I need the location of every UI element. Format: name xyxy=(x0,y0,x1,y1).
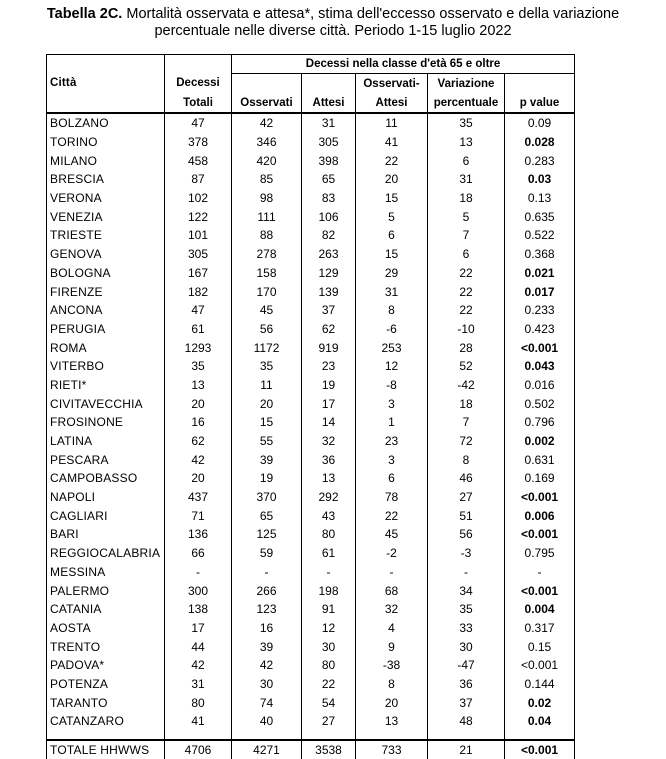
cell-variation: 18 xyxy=(428,189,505,208)
cell-expected: 37 xyxy=(302,301,356,320)
table-row xyxy=(47,619,575,638)
cell-diff: 68 xyxy=(356,581,428,600)
table-row xyxy=(47,525,575,544)
cell-city: VENEZIA xyxy=(47,207,165,226)
cell-diff: 78 xyxy=(356,488,428,507)
cell-city: CATANIA xyxy=(47,600,165,619)
header-deaths-1: Decessi xyxy=(165,74,232,94)
cell-pvalue: 0.03 xyxy=(505,170,575,189)
cell-expected: 305 xyxy=(302,133,356,152)
table-row xyxy=(47,264,575,283)
header-obsexp-2: Attesi xyxy=(356,93,428,113)
cell-variation: 72 xyxy=(428,432,505,451)
cell-observed: 19 xyxy=(232,469,302,488)
cell-city: NAPOLI xyxy=(47,488,165,507)
cell-variation: 52 xyxy=(428,357,505,376)
cell-diff: 23 xyxy=(356,432,428,451)
cell-expected: 292 xyxy=(302,488,356,507)
cell-diff: 32 xyxy=(356,600,428,619)
cell-variation: 34 xyxy=(428,581,505,600)
table-row xyxy=(47,226,575,245)
cell-total: 61 xyxy=(165,320,232,339)
cell-city: GENOVA xyxy=(47,245,165,264)
cell-city: AOSTA xyxy=(47,619,165,638)
cell-observed: 39 xyxy=(232,450,302,469)
cell-city: FROSINONE xyxy=(47,413,165,432)
cell-expected: 27 xyxy=(302,712,356,731)
cell-pvalue: 0.233 xyxy=(505,301,575,320)
cell-pvalue: 0.522 xyxy=(505,226,575,245)
cell-variation: 8 xyxy=(428,450,505,469)
cell-total: 41 xyxy=(165,712,232,731)
cell-diff: 4 xyxy=(356,619,428,638)
header-variation-1: Variazione xyxy=(428,74,505,94)
table-row xyxy=(47,189,575,208)
cell-observed: 420 xyxy=(232,151,302,170)
table-row xyxy=(47,675,575,694)
cell-diff: - xyxy=(356,563,428,582)
cell-city: CAMPOBASSO xyxy=(47,469,165,488)
cell-observed: 123 xyxy=(232,600,302,619)
cell-variation: 22 xyxy=(428,264,505,283)
table-row xyxy=(47,432,575,451)
cell-total: 66 xyxy=(165,544,232,563)
cell-total: 42 xyxy=(165,656,232,675)
table-footer xyxy=(47,731,575,759)
caption-text-1: Mortalità osservata e attesa*, stima dell'eccesso osservato e della variazione xyxy=(126,6,620,22)
cell-diff: 8 xyxy=(356,301,428,320)
cell-observed: 16 xyxy=(232,619,302,638)
cell-total: 44 xyxy=(165,637,232,656)
header-expected: Attesi xyxy=(302,93,356,113)
cell-total: 437 xyxy=(165,488,232,507)
cell-expected: 30 xyxy=(302,637,356,656)
table-row xyxy=(47,133,575,152)
cell-expected: 80 xyxy=(302,525,356,544)
cell-variation: 18 xyxy=(428,394,505,413)
cell-total: 80 xyxy=(165,693,232,712)
cell-total: 71 xyxy=(165,506,232,525)
table-row xyxy=(47,581,575,600)
table-row xyxy=(47,544,575,563)
table-body xyxy=(47,113,575,731)
cell-expected: 83 xyxy=(302,189,356,208)
cell-total: 458 xyxy=(165,151,232,170)
cell-diff: 20 xyxy=(356,693,428,712)
cell-total: 42 xyxy=(165,450,232,469)
table-row xyxy=(47,712,575,731)
cell-expected: 23 xyxy=(302,357,356,376)
cell-total: 122 xyxy=(165,207,232,226)
cell-city: RIETI* xyxy=(47,376,165,395)
cell-expected: 263 xyxy=(302,245,356,264)
cell-variation: -10 xyxy=(428,320,505,339)
cell-observed: 42 xyxy=(232,656,302,675)
cell-observed: 39 xyxy=(232,637,302,656)
cell-diff: 5 xyxy=(356,207,428,226)
cell-pvalue: <0.001 xyxy=(505,488,575,507)
cell-expected: 65 xyxy=(302,170,356,189)
cell-total: 31 xyxy=(165,675,232,694)
cell-observed: 370 xyxy=(232,488,302,507)
table-row xyxy=(47,113,575,133)
cell-expected: 919 xyxy=(302,338,356,357)
cell-variation: 22 xyxy=(428,301,505,320)
total-deaths: 4706 xyxy=(165,740,232,759)
cell-city: POTENZA xyxy=(47,675,165,694)
cell-city: MILANO xyxy=(47,151,165,170)
cell-city: LATINA xyxy=(47,432,165,451)
total-variation: 21 xyxy=(428,740,505,759)
cell-variation: 35 xyxy=(428,600,505,619)
cell-pvalue: 0.016 xyxy=(505,376,575,395)
cell-expected: 80 xyxy=(302,656,356,675)
cell-pvalue: 0.317 xyxy=(505,619,575,638)
header-deaths-2: Totali xyxy=(165,93,232,113)
cell-city: BOLZANO xyxy=(47,113,165,133)
cell-pvalue: 0.144 xyxy=(505,675,575,694)
cell-observed: 88 xyxy=(232,226,302,245)
cell-city: REGGIOCALABRIA xyxy=(47,544,165,563)
header-city xyxy=(47,55,165,74)
cell-diff: 22 xyxy=(356,151,428,170)
cell-total: 62 xyxy=(165,432,232,451)
cell-variation: -42 xyxy=(428,376,505,395)
cell-observed: 346 xyxy=(232,133,302,152)
cell-expected: 12 xyxy=(302,619,356,638)
table-caption xyxy=(0,6,666,40)
cell-total: 182 xyxy=(165,282,232,301)
cell-observed: 278 xyxy=(232,245,302,264)
header-variation-2: percentuale xyxy=(428,93,505,113)
cell-city: TRENTO xyxy=(47,637,165,656)
cell-city: PESCARA xyxy=(47,450,165,469)
cell-diff: -38 xyxy=(356,656,428,675)
cell-expected: 91 xyxy=(302,600,356,619)
total-diff: 733 xyxy=(356,740,428,759)
cell-expected: 36 xyxy=(302,450,356,469)
cell-city: TARANTO xyxy=(47,693,165,712)
table-row xyxy=(47,207,575,226)
cell-pvalue: 0.796 xyxy=(505,413,575,432)
cell-diff: 29 xyxy=(356,264,428,283)
header-observed: Osservati xyxy=(232,93,302,113)
cell-diff: 45 xyxy=(356,525,428,544)
table-row xyxy=(47,506,575,525)
cell-variation: 27 xyxy=(428,488,505,507)
cell-city: BARI xyxy=(47,525,165,544)
cell-city: TRIESTE xyxy=(47,226,165,245)
cell-observed: 30 xyxy=(232,675,302,694)
cell-city: CATANZARO xyxy=(47,712,165,731)
total-pvalue: <0.001 xyxy=(505,740,575,759)
caption-line-1 xyxy=(0,6,666,23)
cell-pvalue: 0.502 xyxy=(505,394,575,413)
cell-variation: -3 xyxy=(428,544,505,563)
cell-variation: 31 xyxy=(428,170,505,189)
total-label: TOTALE HHWWS xyxy=(47,740,165,759)
cell-variation: 33 xyxy=(428,619,505,638)
cell-total: 87 xyxy=(165,170,232,189)
cell-variation: -47 xyxy=(428,656,505,675)
cell-total: 101 xyxy=(165,226,232,245)
table-row xyxy=(47,469,575,488)
cell-city: BOLOGNA xyxy=(47,264,165,283)
cell-total: 47 xyxy=(165,113,232,133)
table-row xyxy=(47,338,575,357)
cell-expected: 62 xyxy=(302,320,356,339)
cell-pvalue: <0.001 xyxy=(505,581,575,600)
cell-city: PERUGIA xyxy=(47,320,165,339)
cell-variation: 5 xyxy=(428,207,505,226)
cell-variation: 51 xyxy=(428,506,505,525)
table-row xyxy=(47,656,575,675)
cell-total: 102 xyxy=(165,189,232,208)
cell-total: 35 xyxy=(165,357,232,376)
header-blank-obs xyxy=(232,74,302,94)
cell-diff: 9 xyxy=(356,637,428,656)
cell-observed: 85 xyxy=(232,170,302,189)
cell-diff: 3 xyxy=(356,394,428,413)
cell-city: PADOVA* xyxy=(47,656,165,675)
cell-total: 1293 xyxy=(165,338,232,357)
table-row xyxy=(47,301,575,320)
cell-total: 136 xyxy=(165,525,232,544)
table-row xyxy=(47,320,575,339)
cell-expected: 32 xyxy=(302,432,356,451)
cell-observed: - xyxy=(232,563,302,582)
cell-city: ROMA xyxy=(47,338,165,357)
cell-expected: 398 xyxy=(302,151,356,170)
header-obsexp-1: Osservati- xyxy=(356,74,428,94)
cell-variation: 28 xyxy=(428,338,505,357)
cell-city: VERONA xyxy=(47,189,165,208)
cell-pvalue: - xyxy=(505,563,575,582)
cell-total: 47 xyxy=(165,301,232,320)
cell-expected: - xyxy=(302,563,356,582)
cell-variation: 22 xyxy=(428,282,505,301)
total-observed: 4271 xyxy=(232,740,302,759)
total-row xyxy=(47,740,575,759)
cell-pvalue: 0.021 xyxy=(505,264,575,283)
caption-label: Tabella 2C. xyxy=(46,6,123,22)
cell-total: 20 xyxy=(165,469,232,488)
cell-city: CIVITAVECCHIA xyxy=(47,394,165,413)
cell-diff: -6 xyxy=(356,320,428,339)
cell-observed: 170 xyxy=(232,282,302,301)
header-blank-p xyxy=(505,74,575,94)
cell-variation: 6 xyxy=(428,151,505,170)
cell-diff: 15 xyxy=(356,189,428,208)
cell-pvalue: 0.006 xyxy=(505,506,575,525)
cell-pvalue: 0.02 xyxy=(505,693,575,712)
cell-diff: 31 xyxy=(356,282,428,301)
cell-diff: 41 xyxy=(356,133,428,152)
cell-variation: 46 xyxy=(428,469,505,488)
table-row xyxy=(47,450,575,469)
mortality-table xyxy=(46,54,575,759)
total-expected: 3538 xyxy=(302,740,356,759)
cell-diff: 15 xyxy=(356,245,428,264)
cell-pvalue: 0.423 xyxy=(505,320,575,339)
header-total-top xyxy=(165,55,232,74)
cell-expected: 54 xyxy=(302,693,356,712)
cell-pvalue: <0.001 xyxy=(505,656,575,675)
cell-diff: 13 xyxy=(356,712,428,731)
cell-expected: 31 xyxy=(302,113,356,133)
cell-total: 17 xyxy=(165,619,232,638)
table-row xyxy=(47,637,575,656)
cell-pvalue: <0.001 xyxy=(505,525,575,544)
cell-total: 378 xyxy=(165,133,232,152)
table-row xyxy=(47,170,575,189)
cell-city: MESSINA xyxy=(47,563,165,582)
cell-diff: -8 xyxy=(356,376,428,395)
cell-total: 20 xyxy=(165,394,232,413)
cell-observed: 65 xyxy=(232,506,302,525)
cell-observed: 11 xyxy=(232,376,302,395)
cell-city: ANCONA xyxy=(47,301,165,320)
table-row xyxy=(47,394,575,413)
cell-pvalue: 0.043 xyxy=(505,357,575,376)
cell-expected: 43 xyxy=(302,506,356,525)
cell-city: VITERBO xyxy=(47,357,165,376)
cell-expected: 106 xyxy=(302,207,356,226)
cell-diff: 6 xyxy=(356,469,428,488)
cell-expected: 82 xyxy=(302,226,356,245)
cell-observed: 35 xyxy=(232,357,302,376)
cell-expected: 198 xyxy=(302,581,356,600)
cell-pvalue: 0.635 xyxy=(505,207,575,226)
cell-expected: 13 xyxy=(302,469,356,488)
table-row xyxy=(47,600,575,619)
table-row xyxy=(47,282,575,301)
cell-diff: 1 xyxy=(356,413,428,432)
cell-city: BRESCIA xyxy=(47,170,165,189)
cell-total: 305 xyxy=(165,245,232,264)
cell-diff: 6 xyxy=(356,226,428,245)
cell-diff: 8 xyxy=(356,675,428,694)
cell-variation: 35 xyxy=(428,113,505,133)
cell-total: - xyxy=(165,563,232,582)
cell-expected: 61 xyxy=(302,544,356,563)
cell-diff: 3 xyxy=(356,450,428,469)
cell-expected: 22 xyxy=(302,675,356,694)
cell-variation: 36 xyxy=(428,675,505,694)
cell-observed: 1172 xyxy=(232,338,302,357)
cell-pvalue: 0.169 xyxy=(505,469,575,488)
cell-variation: 6 xyxy=(428,245,505,264)
table-row xyxy=(47,693,575,712)
cell-expected: 139 xyxy=(302,282,356,301)
cell-pvalue: 0.283 xyxy=(505,151,575,170)
cell-pvalue: 0.368 xyxy=(505,245,575,264)
cell-observed: 125 xyxy=(232,525,302,544)
cell-observed: 15 xyxy=(232,413,302,432)
cell-observed: 158 xyxy=(232,264,302,283)
cell-observed: 20 xyxy=(232,394,302,413)
cell-variation: 13 xyxy=(428,133,505,152)
cell-expected: 19 xyxy=(302,376,356,395)
cell-diff: 20 xyxy=(356,170,428,189)
table-row xyxy=(47,245,575,264)
cell-city: PALERMO xyxy=(47,581,165,600)
cell-variation: 30 xyxy=(428,637,505,656)
cell-diff: 12 xyxy=(356,357,428,376)
cell-pvalue: 0.002 xyxy=(505,432,575,451)
cell-pvalue: 0.09 xyxy=(505,113,575,133)
cell-observed: 98 xyxy=(232,189,302,208)
cell-observed: 56 xyxy=(232,320,302,339)
header-blank-exp xyxy=(302,74,356,94)
header-pvalue: p value xyxy=(505,93,575,113)
cell-variation: - xyxy=(428,563,505,582)
cell-variation: 7 xyxy=(428,226,505,245)
table-row xyxy=(47,488,575,507)
cell-observed: 42 xyxy=(232,113,302,133)
table-row xyxy=(47,151,575,170)
cell-diff: -2 xyxy=(356,544,428,563)
cell-observed: 74 xyxy=(232,693,302,712)
cell-expected: 129 xyxy=(302,264,356,283)
cell-total: 13 xyxy=(165,376,232,395)
cell-variation: 37 xyxy=(428,693,505,712)
cell-pvalue: 0.028 xyxy=(505,133,575,152)
cell-variation: 48 xyxy=(428,712,505,731)
cell-pvalue: 0.631 xyxy=(505,450,575,469)
table-row xyxy=(47,357,575,376)
cell-diff: 22 xyxy=(356,506,428,525)
cell-city: TORINO xyxy=(47,133,165,152)
cell-observed: 111 xyxy=(232,207,302,226)
cell-pvalue: <0.001 xyxy=(505,338,575,357)
cell-diff: 11 xyxy=(356,113,428,133)
table-row xyxy=(47,376,575,395)
table-row xyxy=(47,563,575,582)
cell-pvalue: 0.04 xyxy=(505,712,575,731)
cell-variation: 7 xyxy=(428,413,505,432)
cell-observed: 55 xyxy=(232,432,302,451)
cell-diff: 253 xyxy=(356,338,428,357)
cell-pvalue: 0.004 xyxy=(505,600,575,619)
cell-observed: 45 xyxy=(232,301,302,320)
cell-total: 167 xyxy=(165,264,232,283)
cell-observed: 266 xyxy=(232,581,302,600)
cell-expected: 14 xyxy=(302,413,356,432)
cell-expected: 17 xyxy=(302,394,356,413)
caption-line-2: percentuale nelle diverse città. Periodo 1-15 luglio 2022 xyxy=(154,23,512,39)
cell-pvalue: 0.795 xyxy=(505,544,575,563)
cell-observed: 40 xyxy=(232,712,302,731)
header-city-label: Città xyxy=(47,74,165,94)
cell-city: CAGLIARI xyxy=(47,506,165,525)
cell-observed: 59 xyxy=(232,544,302,563)
header-city-bottom xyxy=(47,93,165,113)
cell-pvalue: 0.13 xyxy=(505,189,575,208)
cell-pvalue: 0.15 xyxy=(505,637,575,656)
cell-city: FIRENZE xyxy=(47,282,165,301)
header-group: Decessi nella classe d'età 65 e oltre xyxy=(232,55,575,74)
table-row xyxy=(47,413,575,432)
cell-total: 138 xyxy=(165,600,232,619)
cell-total: 16 xyxy=(165,413,232,432)
cell-total: 300 xyxy=(165,581,232,600)
cell-variation: 56 xyxy=(428,525,505,544)
cell-pvalue: 0.017 xyxy=(505,282,575,301)
